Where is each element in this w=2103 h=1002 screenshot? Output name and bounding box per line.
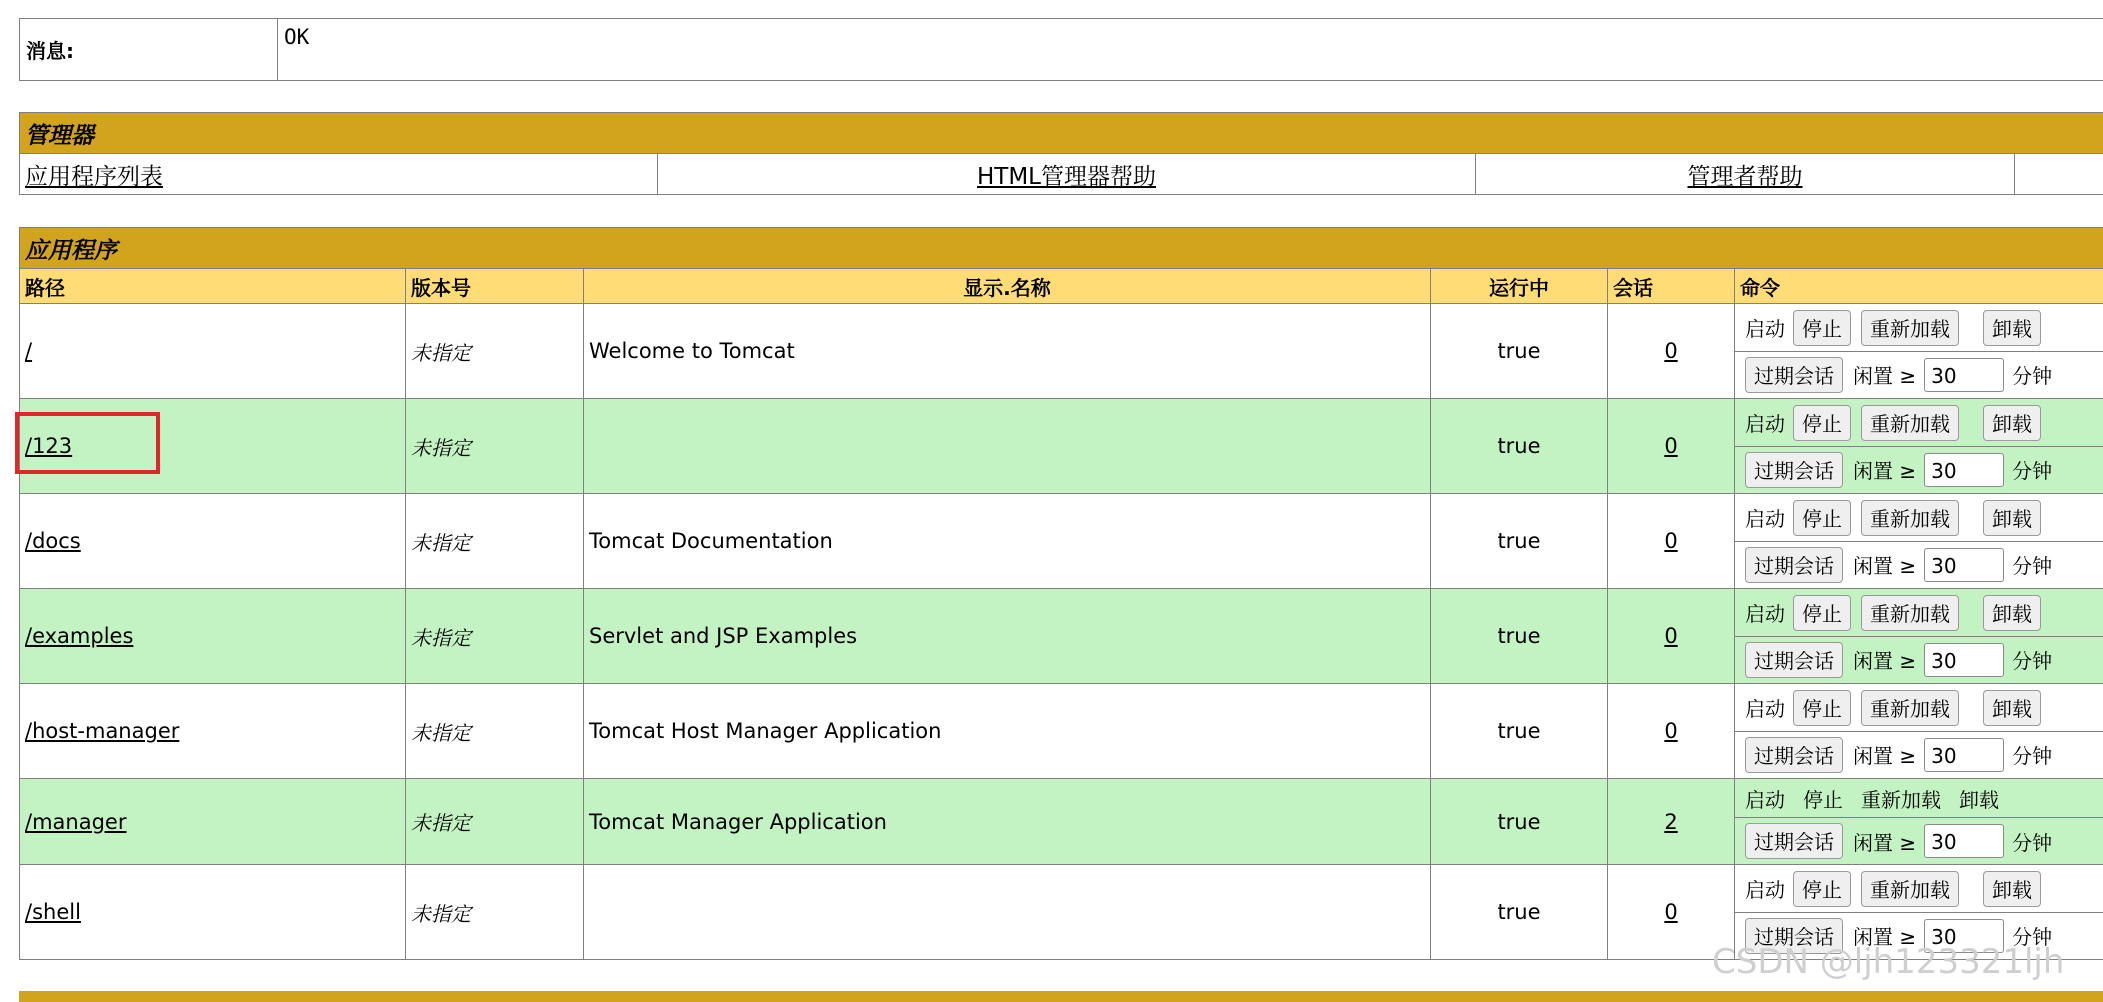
reload-button[interactable]: 重新加载 (1861, 595, 1959, 631)
manager-links-empty (2015, 154, 2103, 195)
col-running: 运行中 (1431, 269, 1608, 304)
reload-button[interactable]: 重新加载 (1861, 871, 1959, 907)
app-path-link[interactable]: /123 (25, 434, 73, 458)
idle-label: 闲置 ≥ (1853, 554, 1917, 578)
minutes-label: 分钟 (2012, 554, 2053, 578)
app-path-link[interactable]: /manager (25, 809, 127, 834)
expire-sessions-button[interactable]: 过期会话 (1745, 357, 1843, 393)
app-version: 未指定 (406, 399, 584, 494)
minutes-label: 分钟 (2012, 744, 2053, 768)
app-path-cell (20, 494, 406, 589)
command-line-expire (1735, 541, 2103, 588)
app-running: true (1431, 589, 1608, 684)
app-path-link[interactable]: /host-manager (25, 719, 180, 743)
app-display-name (584, 399, 1431, 494)
table-row (20, 589, 2103, 684)
start-label: 启动 (1745, 878, 1785, 902)
app-path-link[interactable]: / (25, 339, 33, 363)
undeploy-button[interactable]: 卸载 (1983, 871, 2041, 907)
minutes-label: 分钟 (2012, 459, 2053, 483)
table-row (20, 494, 2103, 589)
app-display-name: Welcome to Tomcat (584, 304, 1431, 399)
app-sessions-link[interactable]: 0 (1664, 900, 1678, 924)
app-display-name: Tomcat Documentation (584, 494, 1431, 589)
app-display-name (584, 865, 1431, 960)
start-label: 启动 (1745, 317, 1785, 341)
idle-minutes-input[interactable]: 30 (1924, 738, 2004, 772)
app-running: true (1431, 865, 1608, 960)
start-label: 启动 (1745, 507, 1785, 531)
idle-minutes-input[interactable]: 30 (1924, 643, 2004, 677)
reload-button[interactable]: 重新加载 (1861, 310, 1959, 346)
app-path-cell (20, 304, 406, 399)
command-line-primary (1735, 495, 2103, 541)
command-line-expire (1735, 731, 2103, 778)
table-row (20, 399, 2103, 494)
command-line-expire (1735, 817, 2103, 864)
app-running: true (1431, 494, 1608, 589)
col-commands: 命令 (1735, 269, 2103, 304)
applications-table (19, 227, 2103, 960)
expire-sessions-button[interactable]: 过期会话 (1745, 642, 1843, 678)
col-sessions: 会话 (1608, 269, 1735, 304)
app-path-cell (20, 684, 406, 779)
app-sessions-link[interactable]: 0 (1664, 434, 1678, 458)
idle-label: 闲置 ≥ (1853, 364, 1917, 388)
message-value: OK (278, 19, 2103, 81)
minutes-label: 分钟 (2012, 830, 2053, 855)
undeploy-button[interactable]: 卸载 (1983, 310, 2041, 346)
app-version: 未指定 (406, 779, 584, 865)
app-sessions-link[interactable]: 0 (1664, 719, 1678, 743)
expire-sessions-button[interactable]: 过期会话 (1745, 737, 1843, 773)
expire-sessions-button[interactable]: 过期会话 (1745, 452, 1843, 488)
app-path-link[interactable]: /docs (25, 529, 81, 553)
col-path: 路径 (20, 269, 406, 304)
stop-button[interactable]: 停止 (1793, 595, 1851, 631)
stop-button[interactable]: 停止 (1793, 500, 1851, 536)
stop-label: 停止 (1803, 787, 1843, 812)
idle-label: 闲置 ≥ (1853, 459, 1917, 483)
idle-minutes-input[interactable]: 30 (1924, 548, 2004, 582)
expire-sessions-button[interactable]: 过期会话 (1745, 918, 1843, 954)
idle-label: 闲置 ≥ (1853, 649, 1917, 673)
col-version: 版本号 (406, 269, 584, 304)
app-commands (1735, 399, 2103, 494)
idle-minutes-input[interactable]: 30 (1924, 824, 2004, 858)
command-line-primary (1735, 866, 2103, 912)
start-label: 启动 (1745, 412, 1785, 436)
app-path-cell (20, 589, 406, 684)
app-running: true (1431, 304, 1608, 399)
table-row (20, 779, 2103, 865)
app-sessions-link[interactable]: 2 (1664, 809, 1678, 834)
app-path-cell (20, 399, 406, 494)
command-line-expire (1735, 446, 2103, 493)
manager-heading: 管理器 (20, 113, 2103, 154)
idle-label: 闲置 ≥ (1853, 830, 1917, 855)
app-sessions-link[interactable]: 0 (1664, 339, 1678, 363)
reload-label: 重新加载 (1861, 787, 1941, 812)
minutes-label: 分钟 (2012, 649, 2053, 673)
html-manager-help-link[interactable]: HTML管理器帮助 (976, 163, 1156, 190)
app-path-cell (20, 865, 406, 960)
table-row (20, 684, 2103, 779)
idle-label: 闲置 ≥ (1853, 925, 1917, 949)
app-sessions-cell (1608, 589, 1735, 684)
app-list-link[interactable]: 应用程序列表 (25, 163, 163, 190)
applications-heading: 应用程序 (20, 228, 2103, 269)
app-version: 未指定 (406, 589, 584, 684)
app-sessions-cell (1608, 684, 1735, 779)
minutes-label: 分钟 (2012, 925, 2053, 949)
app-version: 未指定 (406, 684, 584, 779)
app-path-link[interactable]: /shell (25, 900, 81, 924)
app-commands (1735, 684, 2103, 779)
reload-button[interactable]: 重新加载 (1861, 500, 1959, 536)
app-version: 未指定 (406, 494, 584, 589)
app-sessions-cell (1608, 779, 1735, 865)
undeploy-button[interactable]: 卸载 (1983, 500, 2041, 536)
app-commands (1735, 304, 2103, 399)
command-line-expire (1735, 351, 2103, 398)
start-label: 启动 (1745, 697, 1785, 721)
idle-minutes-input[interactable]: 30 (1924, 919, 2004, 953)
undeploy-button[interactable]: 卸载 (1983, 690, 2041, 726)
start-label: 启动 (1745, 787, 1785, 812)
app-display-name: Servlet and JSP Examples (584, 589, 1431, 684)
app-display-name: Tomcat Manager Application (584, 779, 1431, 865)
app-running: true (1431, 684, 1608, 779)
undeploy-button[interactable]: 卸载 (1983, 595, 2041, 631)
reload-button[interactable]: 重新加载 (1861, 405, 1959, 441)
app-sessions-link[interactable]: 0 (1664, 529, 1678, 553)
app-path-link[interactable]: /examples (25, 624, 134, 648)
message-table (19, 18, 2103, 81)
reload-button[interactable]: 重新加载 (1861, 690, 1959, 726)
app-sessions-cell (1608, 304, 1735, 399)
app-commands (1735, 589, 2103, 684)
app-sessions-cell (1608, 399, 1735, 494)
command-line-expire (1735, 636, 2103, 683)
undeploy-label: 卸载 (1959, 787, 1999, 812)
message-label: 消息: (20, 19, 278, 81)
app-running: true (1431, 779, 1608, 865)
minutes-label: 分钟 (2012, 364, 2053, 388)
app-display-name: Tomcat Host Manager Application (584, 684, 1431, 779)
stop-button[interactable]: 停止 (1793, 310, 1851, 346)
stop-button[interactable]: 停止 (1793, 405, 1851, 441)
watermark: CSDN @ljh123321ljh (1712, 942, 2065, 982)
command-line-primary (1735, 779, 2103, 817)
manager-table (19, 112, 2103, 195)
table-row (20, 304, 2103, 399)
expire-sessions-button[interactable]: 过期会话 (1745, 823, 1843, 859)
stop-button[interactable]: 停止 (1793, 690, 1851, 726)
col-display-name: 显示.名称 (584, 269, 1431, 304)
app-commands (1735, 779, 2103, 865)
command-line-primary (1735, 305, 2103, 351)
app-version: 未指定 (406, 865, 584, 960)
next-section-header (19, 991, 2103, 1002)
app-running: true (1431, 399, 1608, 494)
idle-minutes-input[interactable]: 30 (1924, 453, 2004, 487)
app-version: 未指定 (406, 304, 584, 399)
start-label: 启动 (1745, 602, 1785, 626)
stop-button[interactable]: 停止 (1793, 871, 1851, 907)
idle-label: 闲置 ≥ (1853, 744, 1917, 768)
application-rows (20, 304, 2103, 960)
undeploy-button[interactable]: 卸载 (1983, 405, 2041, 441)
app-sessions-cell (1608, 494, 1735, 589)
command-line-primary (1735, 590, 2103, 636)
app-sessions-link[interactable]: 0 (1664, 624, 1678, 648)
command-line-primary (1735, 685, 2103, 731)
manager-help-link[interactable]: 管理者帮助 (1687, 163, 1803, 190)
app-commands (1735, 494, 2103, 589)
idle-minutes-input[interactable]: 30 (1924, 358, 2004, 392)
expire-sessions-button[interactable]: 过期会话 (1745, 547, 1843, 583)
command-line-primary (1735, 400, 2103, 446)
app-path-cell (20, 779, 406, 865)
